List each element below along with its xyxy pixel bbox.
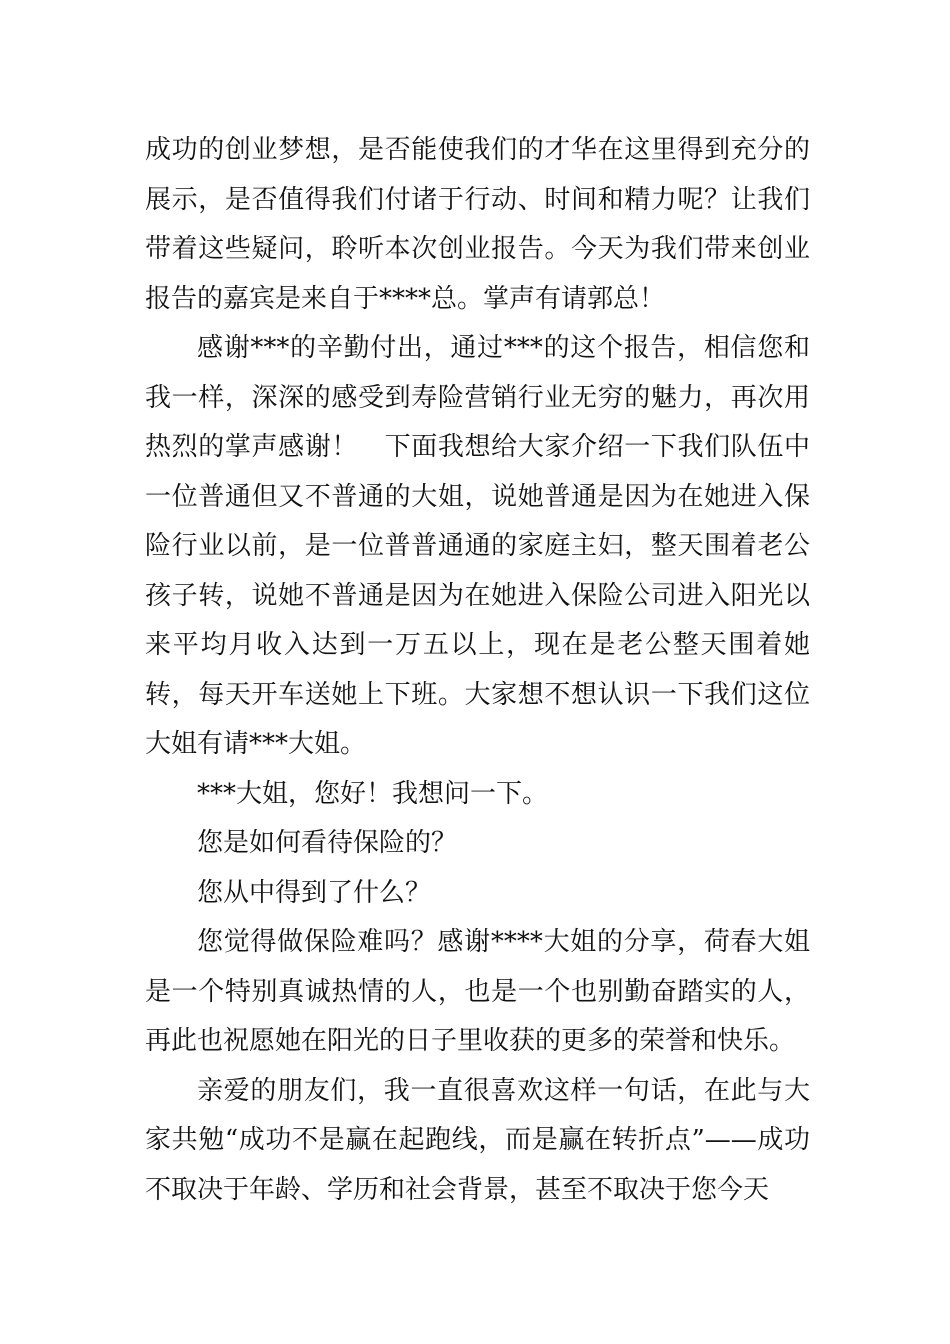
paragraph-4: 您是如何看待保险的？ [197, 828, 458, 858]
paragraph-1: 成功的创业梦想，是否能使我们的才华在这里得到充分的展示，是否值得我们付诸于行动、时间和精力呢？让我们带着这些疑问，聆听本次创业报告。今天为我们带来创业报告的嘉宾是来自于****总。掌声有请郭总！ [145, 135, 810, 314]
paragraph-7: 亲爱的朋友们，我一直很喜欢这样一句话，在此与大家共勉“成功不是赢在起跑线，而是赢在转折点”——成功不取决于年龄、学历和社会背景，甚至不取决于您今天 [145, 1075, 810, 1205]
paragraph-5: 您从中得到了什么？ [197, 877, 432, 908]
document-body [145, 126, 810, 1215]
paragraph-3: ***大姐，您好！我想问一下。 [197, 778, 549, 809]
paragraph-2: 感谢***的辛勤付出，通过***的这个报告，相信您和我一样，深深的感受到寿险营销行业无穷的魅力，再次用热烈的掌声感谢！ 下面我想给大家介绍一下我们队伍中一位普通但又不普通的大姐，说她普通是因为在她进入保险行业以前，是一位普普通通的家庭主妇，整天围着老公孩子转，说她不普通是因为在她进入保险公司进入阳光以来平均月收入达到一万五以上，现在是老公整天围着她转，每天开车送她上下班。大家想不想认识一下我们这位大姐有请***大姐。 [145, 333, 810, 759]
paragraph-6: 您觉得做保险难吗？感谢****大姐的分享，荷春大姐是一个特别真诚热情的人，也是一个也别勤奋踏实的人，再此也祝愿她在阳光的日子里收获的更多的荣誉和快乐。 [145, 927, 810, 1056]
